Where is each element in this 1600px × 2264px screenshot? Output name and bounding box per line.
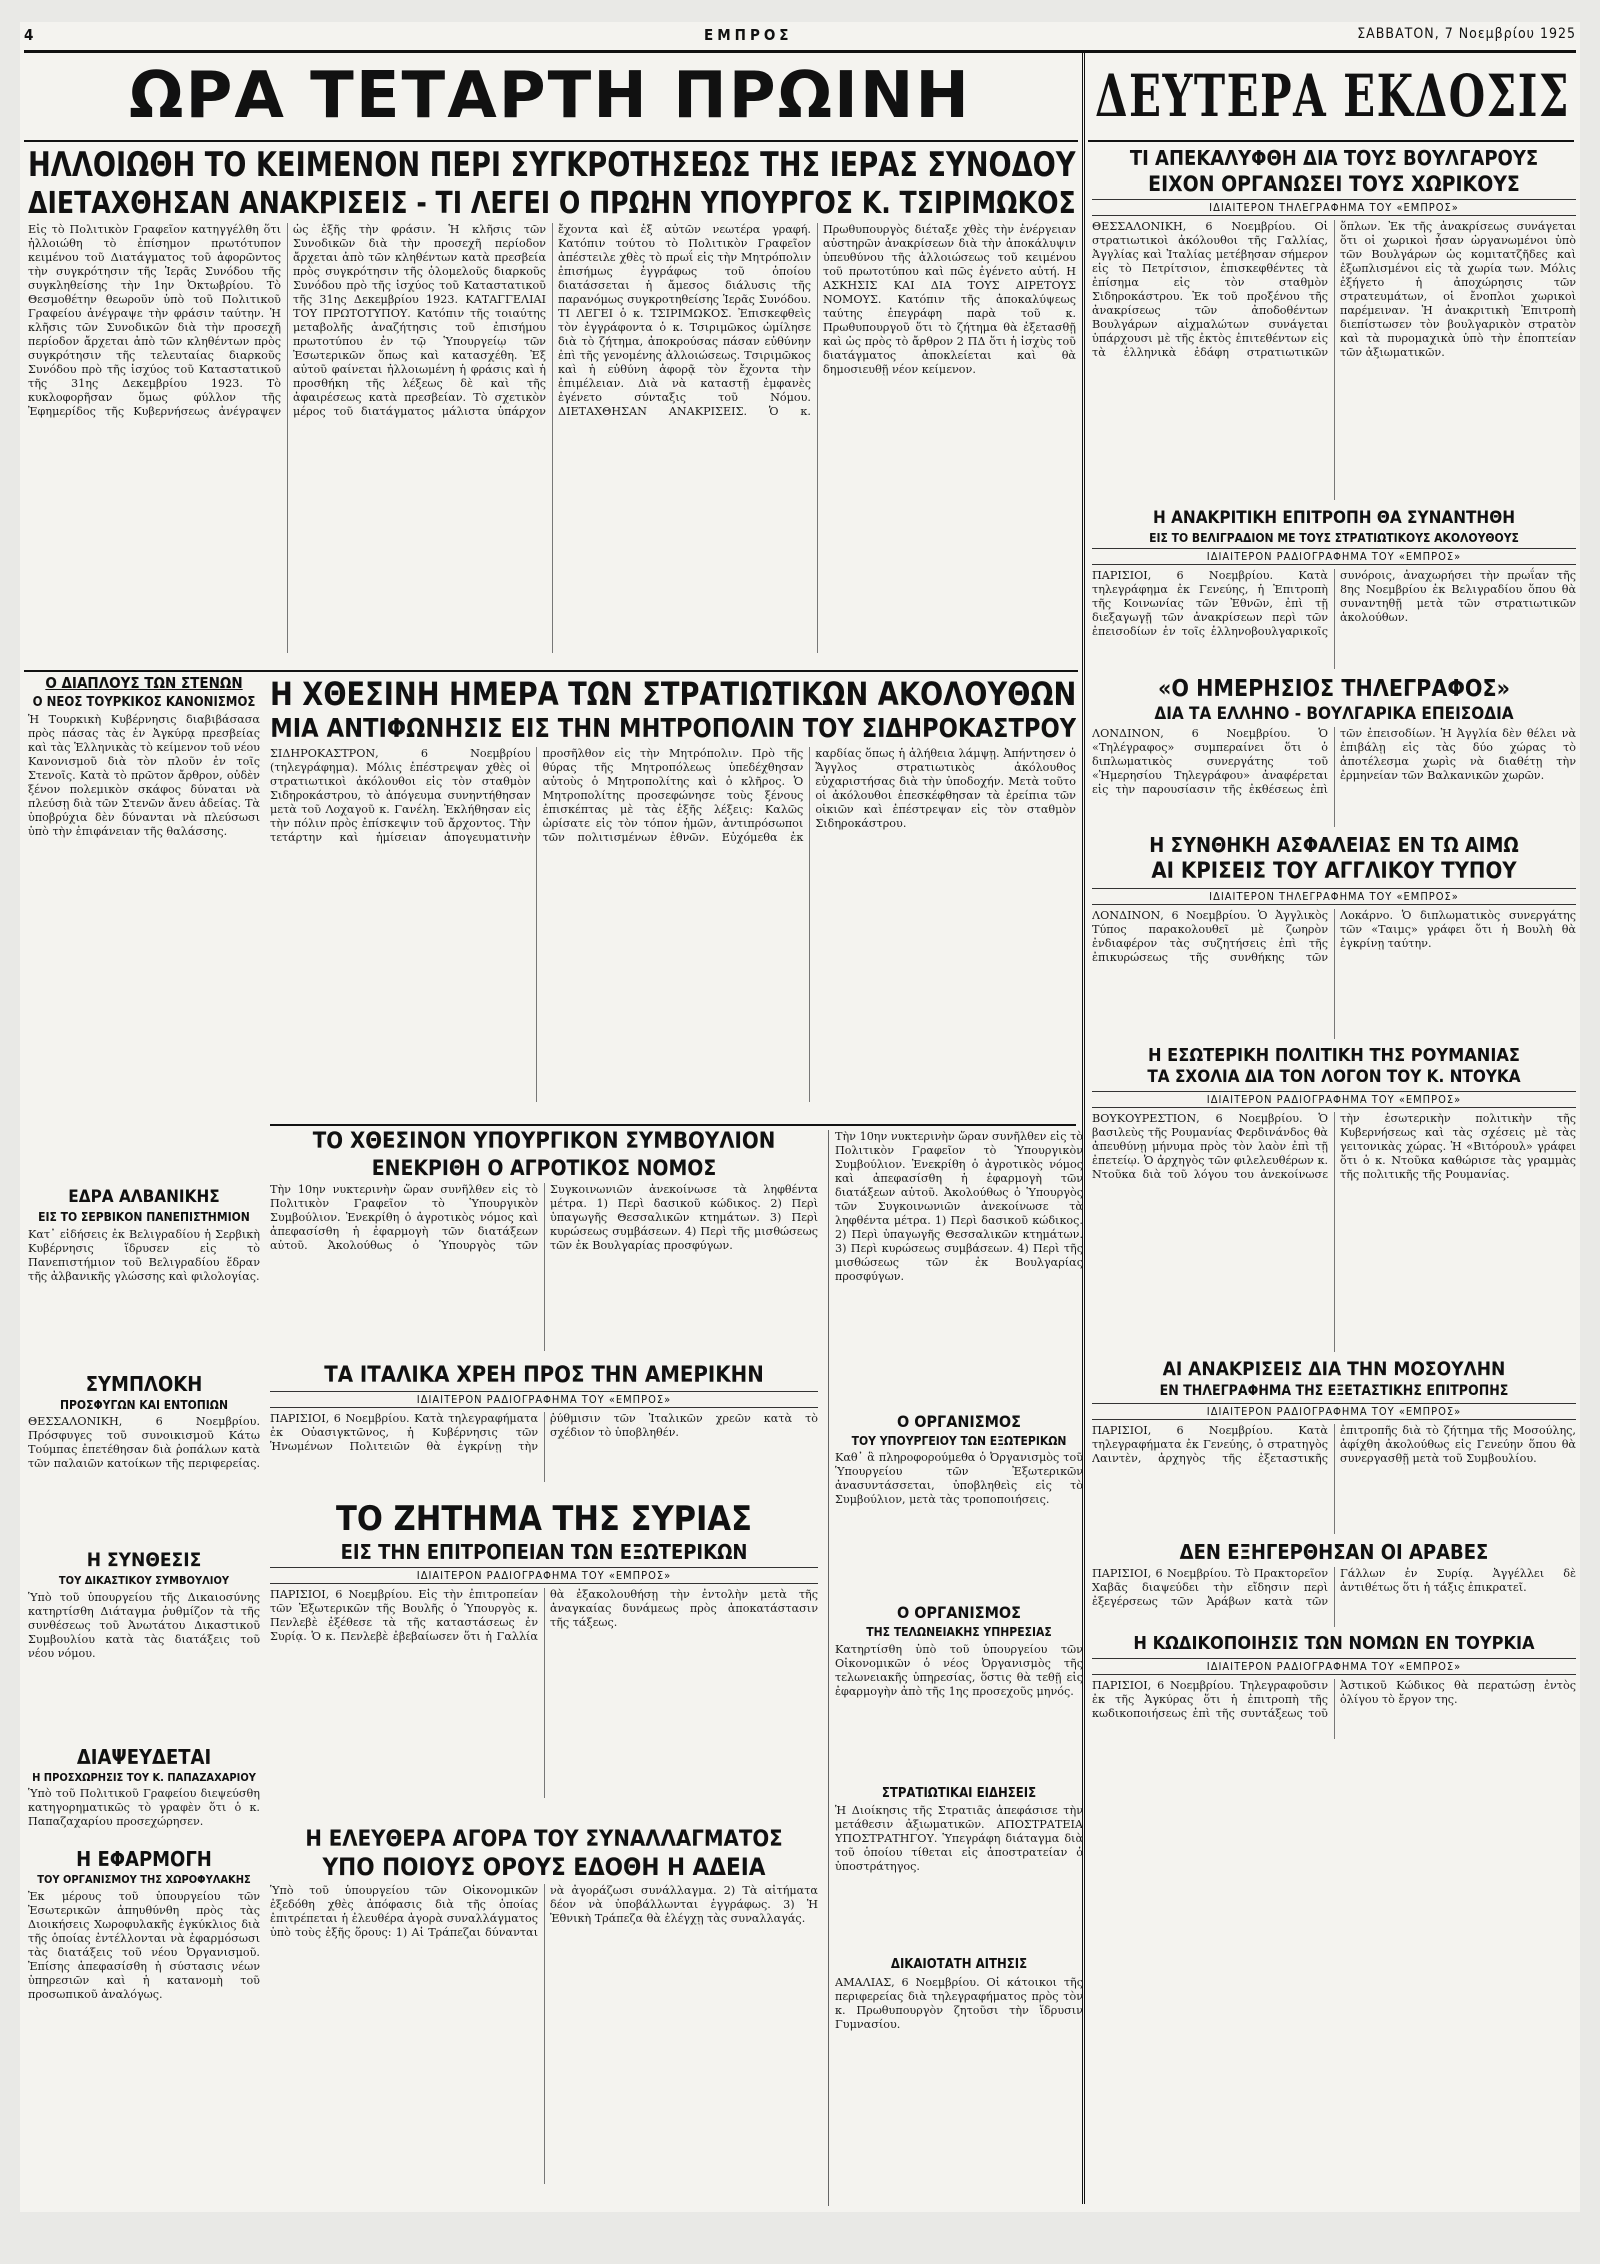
deny-body: Ὑπὸ τοῦ Πολιτικοῦ Γραφείου διεψεύσθη κατηγορηματικῶς τὸ γραφὲν ὅτι ὁ κ. Παπαζαχαρίου προσεχώρησεν. [28, 1787, 260, 1829]
albanian-body: Κατ᾽ εἰδήσεις ἐκ Βελιγραδίου ἡ Σερβικὴ Κυβέρνησις ἵδρυσεν εἰς τὸ Πανεπιστήμιον τοῦ Βελιγραδίου ἕδραν τῆς ἀλβανικῆς γλώσσης καὶ φιλολογίας. [28, 1227, 260, 1283]
turkey-headline: Η ΚΩΔΙΚΟΠΟΙΗΣΙΣ ΤΩΝ ΝΟΜΩΝ ΕΝ ΤΟΥΡΚΙΑ [1133, 1634, 1535, 1654]
lead-body: Εἰς τὸ Πολιτικὸν Γραφεῖον κατηγγέλθη ὅτι ἠλλοιώθη τὸ ἐπίσημον πρωτότυπον κειμένου τοῦ Διατάγματος τοῦ ἀφορῶντος τὴν συγκρότησιν τῆς Ἱερᾶς Συνόδου τῆς συγκληθείσης τὴν 1ην Ὀκτωβρίου. Τὸ Θεσμοθέτην θεωροῦν ὑπὸ τοῦ Πολιτικοῦ Γραφείου ἀνέγραψε τὴν φράσιν ταύτην. Ἡ κλῆσις τῶν Συνοδικῶν διὰ τὴν προσεχῆ περίοδον ἄρχεται ἀπὸ τῶν κληθέντων πρὸς συγκρότησιν τῆς τελευταίας διαρκοῦς Συνόδου πρὸ τῆς ἰσχύος τοῦ Καταστατικοῦ τῆς 31ης Δεκεμβρίου 1923. Τὸ κυκλοφορῆσαν ὅμως φύλλον τῆς Ἐφημερίδος τῆς Κυβερνήσεως ἀνέγραψεν ὡς ἐξῆς τὴν φράσιν. Ἡ κλῆσις τῶν Συνοδικῶν διὰ τὴν προσεχῆ περίοδον ἄρχεται ἀπὸ τῶν κληθέντων κατὰ πρεσβεία πρὸς συγκρότησιν τῆς ὁλομελοῦς διαρκοῦς Συνόδου πρὸ τῆς ἰσχύος τοῦ Καταστατικοῦ τῆς 31ης Δεκεμβρίου 1923. ΚΑΤΑΓΓΕΛΙΑΙ ΤΟΥ ΠΡΩΤΟΤΥΠΟΥ. Κατόπιν τῆς τοιαύτης μεταβολῆς ἀναζήτησις τοῦ ἐπισήμου πρωτοτύπου ἐν τῷ Ὑπουργείῳ τῶν Ἐσωτερικῶν ὅπως καὶ κατασχέθη. Ἐξ αὐτοῦ φαίνεται ἠλλοιωμένη ἡ φράσις καὶ ἡ προσθήκη τῆς λέξεως δὲ καὶ τῆς ἀφαιρέσεως κατὰ πρεσβείαν. Τὸ σχετικὸν μέρος τοῦ διατάγματος μάλιστα ὑπάρχον ἔχοντα καὶ ἐξ αὐτῶν νεωτέρα γραφή. Κατόπιν τούτου τὸ Πολιτικὸν Γραφεῖον ἀπέστειλε χθὲς τὸ πρωΐ εἰς τὴν Μητρόπολιν ἐπισήμως ἐγγράφως τοῦ ὁποίου διατάσσεται ἡ ἄμεσος διάλυσις τῆς παρανόμως συγκροτηθείσης Ἱερᾶς Συνόδου. ΤΙ ΛΕΓΕΙ ὁ κ. ΤΣΙΡΙΜΩΚΟΣ. Ἐπισκεφθεὶς τὸν ἐγγράφοντα ὁ κ. Τσιριμῶκος ὡμίλησε διὰ τὸ ζήτημα, ἀποκρούσας πάσαν εὐθύνην ἐπὶ τῆς γενομένης ἀλλοιώσεως. Τσιριμῶκος καὶ ἡ εὐθύνη ἀφορᾷ τὸν ἔχοντα τὴν ἐπιμέλειαν. Διὰ νὰ καταστῇ ἐμφανὲς ἐγένετο σύνταξις τοῦ Νόμου. ΔΙΕΤΑΧΘΗΣΑΝ ΑΝΑΚΡΙΣΕΙΣ. Ὁ κ. Πρωθυπουργὸς διέταξε χθὲς τὴν ἐνέργειαν αὐστηρῶν ἀνακρίσεων διὰ τὴν ἀποκάλυψιν ὑπευθύνου τῆς ἀλλοιώσεως τοῦ κειμένου τοῦ πρωτοτύπου καὶ πῶς ἐγένετο αὐτή. Η ΑΣΚΗΣΙΣ ΚΑΙ ΔΙΑ ΤΟΥΣ ΑΙΡΕΤΟΥΣ ΝΟΜΟΥΣ. Κατόπιν τῆς ἀποκαλύψεως ταύτης ἐπεγράφη παρὰ τοῦ κ. Πρωθυπουργοῦ ὅτι τὸ ζήτημα θὰ ἐξετασθῇ καὶ ὡς πρὸς τὸ ἄρθρον 2 ΠΔ ὅτι ἡ ἰσχὺς τοῦ διατάγματος ἀποκλείεται καὶ θὰ δημοσιευθῇ νέον κείμενον. [28, 223, 1076, 419]
left-column [28, 676, 260, 2206]
syria-headline: ΤΟ ΖΗΤΗΜΑ ΤΗΣ ΣΥΡΙΑΣ [336, 1502, 752, 1538]
just-headline: ΔΙΚΑΙΟΤΑΤΗ ΑΙΤΗΣΙΣ [890, 1958, 1028, 1973]
banner-rule-right [1088, 140, 1574, 142]
lead-subheadline: ΔΙΕΤΑΧΘΗΣΑΝ ΑΝΑΚΡΙΣΕΙΣ - ΤΙ ΛΕΓΕΙ Ο ΠΡΩΗΝ ΥΠΟΥΡΓΟΣ Κ. ΤΣΙΡΙΜΩΚΟΣ [28, 187, 1076, 220]
clash-body: ΘΕΣΣΑΛΟΝΙΚΗ, 6 Νοεμβρίου. Πρόσφυγες τοῦ συνοικισμοῦ Κάτω Τούμπας ἐπετέθησαν διὰ ῥοπάλων κατὰ τῶν παλαιῶν κατοίκων τῆς περιφερείας. [28, 1415, 260, 1471]
masthead [24, 22, 1576, 53]
cabinet-subheadline: ΕΝΕΚΡΙΘΗ Ο ΑΓΡΟΤΙΚΟΣ ΝΟΜΟΣ [371, 1157, 717, 1180]
security-byline: ΙΔΙΑΙΤΕΡΟΝ ΤΗΛΕΓΡΑΦΗΜΑ ΤΟΥ «ΕΜΠΡΟΣ» [1092, 888, 1576, 905]
customs-org-body: Κατηρτίσθη ὑπὸ τοῦ ὑπουργείου τῶν Οἰκονομικῶν ὁ νέος Ὀργανισμὸς τῆς τελωνειακῆς ὑπηρεσίας, ὅστις θὰ τεθῇ εἰς ἐφαρμογὴν ἀπὸ τῆς 1ης προσεχοῦς μηνός. [835, 1642, 1083, 1698]
market-headline: Η ΕΛΕΥΘΕΡΑ ΑΓΟΡΑ ΤΟΥ ΣΥΝΑΛΛΑΓΜΑΤΟΣ [305, 1828, 783, 1852]
clash-headline: ΣΥΜΠΛΟΚΗ [85, 1373, 203, 1395]
lead-story [28, 148, 1076, 664]
syria-subheadline: ΕΙΣ ΤΗΝ ΕΠΙΤΡΟΠΕΙΑΝ ΤΩΝ ΕΞΩΤΕΡΙΚΩΝ [340, 1541, 748, 1563]
deny-subheadline: Η ΠΡΟΣΧΩΡΗΣΙΣ ΤΟΥ Κ. ΠΑΠΑΖΑΧΑΡΙΟΥ [32, 1771, 256, 1784]
italy-story [270, 1364, 818, 1496]
turkey-byline: ΙΔΙΑΙΤΕΡΟΝ ΡΑΔΙΟΓΡΑΦΗΜΑ ΤΟΥ «ΕΜΠΡΟΣ» [1092, 1658, 1576, 1675]
foreign-org-subheadline: ΤΟΥ ΥΠΟΥΡΓΕΙΟΥ ΤΩΝ ΕΞΩΤΕΡΙΚΩΝ [851, 1434, 1067, 1448]
telegraph-body: ΛΟΝΔΙΝΟΝ, 6 Νοεμβρίου. Ὁ «Τηλέγραφος» συμπεραίνει ὅτι ὁ διπλωματικὸς συνεργάτης τοῦ «Ἡμερησίου Τηλεγράφου» ἀναφέρεται εἰς τὴν παρουσίασιν τῆς ἐκθέσεως ἐπὶ τῶν ἐπεισοδίων. Ἡ Ἀγγλία δὲν θέλει νὰ ἐπιβάλῃ εἰς τὰς δύο χώρας τὸ ἀποτέλεσμα χωρὶς νὰ διαθέτῃ τὴν ἐρμηνείαν τῶν Βαλκανικῶν χωρῶν. [1092, 727, 1576, 797]
romania-subheadline: ΤΑ ΣΧΟΛΙΑ ΔΙΑ ΤΟΝ ΛΟΓΟΝ ΤΟΥ Κ. ΝΤΟΥΚΑ [1147, 1069, 1521, 1088]
commission-subheadline: ΕΙΣ ΤΟ ΒΕΛΙΓΡΑΔΙΟΝ ΜΕ ΤΟΥΣ ΣΤΡΑΤΙΩΤΙΚΟΥΣ ΑΚΟΛΟΥΘΟΥΣ [1149, 531, 1519, 545]
syria-byline: ΙΔΙΑΙΤΕΡΟΝ ΡΑΔΙΟΓΡΑΦΗΜΑ ΤΟΥ «ΕΜΠΡΟΣ» [270, 1567, 818, 1584]
telegraph-subheadline: ΔΙΑ ΤΑ ΕΛΛΗΝΟ - ΒΟΥΛΓΑΡΙΚΑ ΕΠΕΙΣΟΔΙΑ [1154, 705, 1514, 724]
commission-headline: Η ΑΝΑΚΡΙΤΙΚΗ ΕΠΙΤΡΟΠΗ ΘΑ ΣΥΝΑΝΤΗΘΗ [1152, 510, 1516, 528]
lead-headline: ΗΛΛΟΙΩΘΗ ΤΟ ΚΕΙΜΕΝΟΝ ΠΕΡΙ ΣΥΓΚΡΟΤΗΣΕΩΣ ΤΗΣ ΙΕΡΑΣ ΣΥΝΟΔΟΥ [28, 148, 1076, 184]
romania-headline: Η ΕΣΩΤΕΡΙΚΗ ΠΟΛΙΤΙΚΗ ΤΗΣ ΡΟΥΜΑΝΙΑΣ [1148, 1046, 1520, 1066]
market-story [270, 1828, 818, 2206]
military-headline: Η ΧΘΕΣΙΝΗ ΗΜΕΡΑ ΤΩΝ ΣΤΡΑΤΙΩΤΙΚΩΝ ΑΚΟΛΟΥΘΩΝ [270, 678, 1076, 712]
mosul-byline: ΙΔΙΑΙΤΕΡΟΝ ΡΑΔΙΟΓΡΑΦΗΜΑ ΤΟΥ «ΕΜΠΡΟΣ» [1092, 1403, 1576, 1420]
straits-body: Ἡ Τουρκικὴ Κυβέρνησις διαβιβάσασα πρὸς πάσας τὰς ἐν Ἀγκύρᾳ πρεσβείας καὶ τὰς Ἑλληνικὰς τὸ κείμενον τοῦ νέου Κανονισμοῦ διὰ τὸν πλοῦν ἐν τοῖς Στενοῖς. Κατὰ τὸ πρῶτον ἄρθρον, οὐδὲν ξένον πολεμικὸν σκάφος δύναται νὰ πλεύσῃ διὰ τῶν Στενῶν ἄνευ ἀδείας. Τὰ ὑποβρύχια δὲν δύνανται νὰ πλεύσωσι ὑπὸ τὴν ἐπιφάνειαν τῆς θαλάσσης. [28, 713, 260, 839]
italy-body: ΠΑΡΙΣΙΟΙ, 6 Νοεμβρίου. Κατὰ τηλεγραφήματα ἐκ Οὐασιγκτῶνος, ἡ Κυβέρνησις τῶν Ἡνωμένων Πολιτειῶν θὰ ἐγκρίνῃ τὴν ῥύθμισιν τῶν Ἰταλικῶν χρεῶν κατὰ τὸ σχέδιον τὸ ὑποβληθέν. [270, 1412, 818, 1454]
military-news-body: Ἡ Διοίκησις τῆς Στρατιᾶς ἀπεφάσισε τὴν μετάθεσιν ἀξιωματικῶν. ΑΠΟΣΤΡΑΤΕΙΑ ΥΠΟΣΤΡΑΤΗΓΟΥ. Ὑπεγράφη διάταγμα διὰ τοῦ ὁποίου τίθεται εἰς ἀποστρατείαν ὁ ὑποστράτηγος. [835, 1804, 1083, 1874]
romania-body: ΒΟΥΚΟΥΡΕΣΤΙΟΝ, 6 Νοεμβρίου. Ὁ βασιλεὺς τῆς Ρουμανίας Φερδινάνδος θὰ ἀπευθύνῃ μήνυμα πρὸς τὸν λαὸν ἐπὶ τῇ ἐπετείῳ. Ὁ ἀρχηγὸς τῶν φιλελευθέρων κ. Ντοῦκα διὰ τοῦ λόγου του ἀνεκοίνωσε τὴν ἐσωτερικὴν πολιτικὴν τῆς Κυβερνήσεως καὶ τὰς σχέσεις μὲ τὰς γειτονικὰς χώρας. Ἡ «Βιτόρουλ» γράφει ὅτι ὁ κ. Ντοῦκα καθώρισε τὰς γραμμὰς τῆς πολιτικῆς τῆς Ρουμανίας. [1092, 1112, 1576, 1182]
apply-body: Ἐκ μέρους τοῦ ὑπουργείου τῶν Ἐσωτερικῶν ἀπηυθύνθη πρὸς τὰς Διοικήσεις Χωροφυλακῆς ἐγκύκλιος διὰ τῆς ὁποίας ἐντέλλονται νὰ ἐφαρμόσωσι τὰς διατάξεις τοῦ νέου Ὀργανισμοῦ. Ἐπίσης ἀπεφασίσθη ἡ σύστασις νέων ὑπηρεσιῶν καὶ ἡ κατανομὴ τοῦ προσωπικοῦ ἀναλόγως. [28, 1890, 260, 2001]
banner-left: ΩΡΑ ΤΕΤΑΡΤΗ ΠΡΩΙΝΗ [129, 59, 971, 133]
foreign-org-headline: Ο ΟΡΓΑΝΙΣΜΟΣ [897, 1414, 1021, 1431]
military-body: ΣΙΔΗΡΟΚΑΣΤΡΟΝ, 6 Νοεμβρίου (τηλεγράφημα). Μόλις ἐπέστρεψαν χθὲς οἱ στρατιωτικοὶ ἀκόλουθοι εἰς τὸν σταθμὸν Σιδηροκάστρου, τὸ ἀπόγευμα συνηντήθησαν μετὰ τοῦ Λοχαγοῦ κ. Γανέλη. Ἐκλήθησαν εἰς τὴν πόλιν πρὸς ἐπίσκεψιν τοῦ ἄρχοντος. Τὴν τετάρτην καὶ ἡμίσειαν ἀπογευματινὴν προσῆλθον εἰς τὴν Μητρόπολιν. Πρὸ τῆς θύρας τῆς Μητροπόλεως ὑπεδέχθησαν αὐτοὺς ὁ Μητροπολίτης καὶ ὁ κλῆρος. Ὁ Μητροπολίτης προσεφώνησε τοὺς ξένους ἐπισκέπτας μὲ τὰς ἑξῆς λέξεις: Καλῶς ὡρίσατε εἰς τὸν τόπον ἡμῶν, ἀντιπρόσωποι τῶν πολιτισμένων ἐθνῶν. Εὐχόμεθα ἐκ καρδίας ὅπως ἡ ἀλήθεια λάμψῃ. Ἀπήντησεν ὁ Ἄγγλος στρατιωτικὸς ἀκόλουθος εὐχαριστήσας διὰ τὴν ὑποδοχήν. Μετὰ τοῦτο οἱ ἀκόλουθοι ἐπεσκέφθησαν τὰ ἐρείπια τῶν οἰκιῶν καὶ ἐπέστρεψαν εἰς τὸν σταθμὸν Σιδηροκάστρου. [270, 746, 1076, 844]
albanian-subheadline: ΕΙΣ ΤΟ ΣΕΡΒΙΚΟΝ ΠΑΝΕΠΙΣΤΗΜΙΟΝ [38, 1211, 250, 1224]
commission-body: ΠΑΡΙΣΙΟΙ, 6 Νοεμβρίου. Κατὰ τηλεγράφημα ἐκ Γενεύης, ἡ Ἐπιτροπὴ τῆς Κοινωνίας τῶν Ἐθνῶν, ἐπὶ τῇ διεξαγωγῇ τῶν ἀνακρίσεων περὶ τῶν ἐπεισοδίων ἐν τοῖς ἑλληνοβουλγαρικοῖς συνόροις, ἀναχωρήσει τὴν πρωΐαν τῆς 8ης Νοεμβρίου ἐκ Βελιγραδίου ὅπου θὰ συναντηθῇ μετὰ τῶν στρατιωτικῶν ἀκολούθων. [1092, 569, 1576, 639]
cabinet-body: Τὴν 10ην νυκτερινὴν ὥραν συνῆλθεν εἰς τὸ Πολιτικὸν Γραφεῖον τὸ Ὑπουργικὸν Συμβούλιον. Ἐνεκρίθη ὁ ἀγροτικὸς νόμος καὶ ἀπεφασίσθη ἡ ἐφαρμογὴ τῶν διατάξεων αὐτοῦ. Ἀκολούθως ὁ Ὑπουργὸς τῶν Συγκοινωνιῶν ἀνεκοίνωσε τὰ ληφθέντα μέτρα. 1) Περὶ δασικοῦ κώδικος. 2) Περὶ ὑπαγωγῆς Θεσσαλικῶν κτημάτων. 3) Περὶ κυρώσεως συμβάσεων. 4) Περὶ τῆς μισθώσεως τῶν ἐκ Βουλγαρίας προσφύγων. [270, 1183, 818, 1253]
customs-org-subheadline: ΤΗΣ ΤΕΛΩΝΕΙΑΚΗΣ ΥΠΗΡΕΣΙΑΣ [866, 1626, 1052, 1639]
italy-headline: ΤΑ ΙΤΑΛΙΚΑ ΧΡΕΗ ΠΡΟΣ ΤΗΝ ΑΜΕΡΙΚΗΝ [324, 1364, 764, 1388]
security-body: ΛΟΝΔΙΝΟΝ, 6 Νοεμβρίου. Ὁ Ἀγγλικὸς Τύπος παρακολουθεῖ μὲ ζωηρὸν ἐνδιαφέρον τὰς συζητήσεις ἐπὶ τῆς ἐπικυρώσεως τῆς συνθήκης τῶν Λοκάρνο. Ὁ διπλωματικὸς συνεργάτης τῶν «Ταιμς» γράφει ὅτι ἡ Βουλὴ θὰ ἐγκρίνῃ ταύτην. [1092, 908, 1576, 964]
mosul-headline: ΑΙ ΑΝΑΚΡΙΣΕΙΣ ΔΙΑ ΤΗΝ ΜΟΣΟΥΛΗΝ [1162, 1360, 1506, 1381]
bulgarians-byline: ΙΔΙΑΙΤΕΡΟΝ ΤΗΛΕΓΡΑΦΗΜΑ ΤΟΥ «ΕΜΠΡΟΣ» [1092, 199, 1576, 216]
telegraph-headline: «Ο ΗΜΕΡΗΣΙΟΣ ΤΗΛΕΓΡΑΦΟΣ» [1157, 677, 1511, 702]
security-subheadline: ΑΙ ΚΡΙΣΕΙΣ ΤΟΥ ΑΓΓΛΙΚΟΥ ΤΥΠΟΥ [1151, 860, 1517, 884]
syria-body: ΠΑΡΙΣΙΟΙ, 6 Νοεμβρίου. Εἰς τὴν ἐπιτροπείαν τῶν Ἐξωτερικῶν τῆς Βουλῆς ὁ Ὑπουργὸς κ. Πενλεβὲ ἐξέθεσε τὰ τῆς καταστάσεως ἐν Συρίᾳ. Ὁ κ. Πενλεβὲ ἐβεβαίωσεν ὅτι ἡ Γαλλία θὰ ἐξακολουθήσῃ τὴν ἐντολὴν μετὰ τῆς ἀναγκαίας δυνάμεως πρὸς ἀποκατάστασιν τῆς τάξεως. [270, 1587, 818, 1643]
italy-byline: ΙΔΙΑΙΤΕΡΟΝ ΡΑΔΙΟΓΡΑΦΗΜΑ ΤΟΥ «ΕΜΠΡΟΣ» [270, 1391, 818, 1408]
newspaper-page [20, 22, 1580, 2212]
mosul-body: ΠΑΡΙΣΙΟΙ, 6 Νοεμβρίου. Κατὰ τηλεγραφήματα ἐκ Γενεύης, ὁ στρατηγὸς Λαιντὲν, ἀρχηγὸς τῆς ἐξεταστικῆς ἐπιτροπῆς διὰ τὸ ζήτημα τῆς Μοσούλης, ἀφίχθη ἀκολούθως εἰς Γενεύην ὅπου θὰ συνεργασθῇ μετὰ τοῦ Συμβουλίου. [1092, 1423, 1576, 1465]
banner-right: ΔΕΥΤΕΡΑ ΕΚΔΟΣΙΣ [1095, 62, 1571, 130]
newspaper-name: ΕΜΠΡΟΣ [704, 26, 793, 44]
albanian-headline: ΕΔΡΑ ΑΛΒΑΝΙΚΗΣ [68, 1189, 220, 1208]
straits-subheadline: Ο ΝΕΟΣ ΤΟΥΡΚΙΚΟΣ ΚΑΝΟΝΙΣΜΟΣ [32, 695, 256, 710]
section-rule [270, 1124, 1076, 1126]
bulgarians-body: ΘΕΣΣΑΛΟΝΙΚΗ, 6 Νοεμβρίου. Οἱ στρατιωτικοὶ ἀκόλουθοι τῆς Γαλλίας, Ἀγγλίας καὶ Ἰταλίας μετέβησαν σήμερον εἰς τὸ Πετρίτσιον, ἐπισκεφθέντες τὰ ἐπίσημα εἰς τὸν σταθμὸν Σιδηροκάστρου. Ἐκ τοῦ προξένου τῆς ἀνακρίσεως τῶν ἀποδοθέντων Βουλγάρων αἰχμαλώτων συνάγεται ὑπάρχουσι μὲ τῆς ἐκτὸς ἐπιτεθέντων εἰς τὰ ἑλληνικὰ ἐδάφη στρατιωτικῶν ὅπλων. Ἐκ τῆς ἀνακρίσεως συνάγεται ὅτι οἱ χωρικοὶ ἦσαν ὠργανωμένοι ὑπὸ τῶν Βουλγάρων ὡς κομιτατζῆδες καὶ ἐξωπλισμένοι εἰς τὰ χωρία των. Μόλις ἐξήγετο ἡ ἀποχώρησις τῶν στρατευμάτων, οἱ ἔνοπλοι χωρικοὶ παρέμειναν. Ἡ ἀνακριτικὴ Ἐπιτροπὴ διεπίστωσεν τὸν βουλγαρικὸν στρατὸν καὶ τὰ πυρομαχικὰ ὑπὸ τὴν ἐποπτείαν τῶν ἀξιωματικῶν. [1092, 220, 1576, 360]
apply-headline: Η ΕΦΑΡΜΟΓΗ [76, 1849, 212, 1871]
just-body: ΑΜΑΛΙΑΣ, 6 Νοεμβρίου. Οἱ κάτοικοι τῆς περιφερείας διὰ τηλεγραφήματος πρὸς τὸν κ. Πρωθυπουργὸν ζητοῦσι τὴν ἵδρυσιν Γυμνασίου. [835, 1976, 1083, 2032]
commission-byline: ΙΔΙΑΙΤΕΡΟΝ ΡΑΔΙΟΓΡΑΦΗΜΑ ΤΟΥ «ΕΜΠΡΟΣ» [1092, 548, 1576, 565]
page-number: 4 [24, 26, 35, 44]
military-news-headline: ΣΤΡΑΤΙΩΤΙΚΑΙ ΕΙΔΗΣΕΙΣ [881, 1786, 1037, 1801]
military-story [270, 678, 1076, 1118]
straits-headline: Ο ΔΙΑΠΛΟΥΣ ΤΩΝ ΣΤΕΝΩΝ [45, 676, 243, 692]
issue-date: ΣΑΒΒΑΤΟΝ, 7 Νοεμβρίου 1925 [1357, 26, 1576, 42]
cabinet-continued-body: Τὴν 10ην νυκτερινὴν ὥραν συνῆλθεν εἰς τὸ Πολιτικὸν Γραφεῖον τὸ Ὑπουργικὸν Συμβούλιον. Ἐνεκρίθη ὁ ἀγροτικὸς νόμος καὶ ἀπεφασίσθη ἡ ἐφαρμογὴ τῶν διατάξεων αὐτοῦ. Ἀκολούθως ὁ Ὑπουργὸς τῶν Συγκοινωνιῶν ἀνεκοίνωσε τὰ ληφθέντα μέτρα. 1) Περὶ δασικοῦ κώδικος. 2) Περὶ ὑπαγωγῆς Θεσσαλικῶν κτημάτων. 3) Περὶ κυρώσεως συμβάσεων. 4) Περὶ τῆς μισθώσεως τῶν ἐκ Βουλγαρίας προσφύγων. [835, 1130, 1083, 1283]
customs-org-headline: Ο ΟΡΓΑΝΙΣΜΟΣ [897, 1605, 1021, 1623]
military-subheadline: ΜΙΑ ΑΝΤΙΦΩΝΗΣΙΣ ΕΙΣ ΤΗΝ ΜΗΤΡΟΠΟΛΙΝ ΤΟΥ ΣΙΔΗΡΟΚΑΣΤΡΟΥ [270, 715, 1076, 743]
council-body: Ὑπὸ τοῦ ὑπουργείου τῆς Δικαιοσύνης κατηρτίσθη Διάταγμα ῥυθμίζον τὰ τῆς συνθέσεως τοῦ Ἀνωτάτου Δικαστικοῦ Συμβουλίου κατὰ τὰς διατάξεις τοῦ νέου νόμου. [28, 1590, 260, 1660]
council-headline: Η ΣΥΝΘΕΣΙΣ [86, 1551, 202, 1572]
council-subheadline: ΤΟΥ ΔΙΚΑΣΤΙΚΟΥ ΣΥΜΒΟΥΛΙΟΥ [58, 1575, 230, 1587]
arabs-headline: ΔΕΝ ΕΞΗΓΕΡΘΗΣΑΝ ΟΙ ΑΡΑΒΕΣ [1179, 1541, 1489, 1563]
market-body: Ὑπὸ τοῦ ὑπουργείου τῶν Οἰκονομικῶν ἐξεδόθη χθὲς ἀπόφασις διὰ τῆς ὁποίας ἐπιτρέπεται ἡ ἐλευθέρα ἀγορὰ συναλλάγματος ὑπὸ τοὺς ἑξῆς ὅρους: 1) Αἱ Τράπεζαι δύνανται νὰ ἀγοράζωσι συνάλλαγμα. 2) Τὰ αἰτήματα δέον νὰ ὑποβάλλωνται ἐγγράφως. 3) Ἡ Ἐθνικὴ Τράπεζα θὰ ἐλέγχῃ τὰς συναλλαγάς. [270, 1884, 818, 1940]
arabs-body: ΠΑΡΙΣΙΟΙ, 6 Νοεμβρίου. Τὸ Πρακτορεῖον Χαβᾶς διαψεύδει τὴν εἴδησιν περὶ ἐξεγέρσεως τῶν Ἀράβων κατὰ τῶν Γάλλων ἐν Συρίᾳ. Ἀγγέλλει δὲ ἀντιθέτως ὅτι ἡ τάξις ἐπικρατεῖ. [1092, 1566, 1576, 1608]
security-headline: Η ΣΥΝΘΗΚΗ ΑΣΦΑΛΕΙΑΣ ΕΝ ΤΩ ΑΙΜΩ [1149, 835, 1519, 857]
banner-rule [24, 140, 1078, 142]
clash-subheadline: ΠΡΟΣΦΥΓΩΝ ΚΑΙ ΕΝΤΟΠΙΩΝ [59, 1398, 229, 1412]
deny-headline: ΔΙΑΨΕΥΔΕΤΑΙ [76, 1746, 212, 1768]
cabinet-headline: ΤΟ ΧΘΕΣΙΝΟΝ ΥΠΟΥΡΓΙΚΟΝ ΣΥΜΒΟΥΛΙΟΝ [312, 1130, 776, 1154]
foreign-org-body: Καθ᾽ ἃ πληροφορούμεθα ὁ Ὀργανισμὸς τοῦ Ὑπουργείου τῶν Ἐξωτερικῶν ἀνασυντάσσεται, ὑποβληθεὶς εἰς τὸ Συμβούλιον, μετὰ τὰς τροποποιήσεις. [835, 1451, 1083, 1507]
turkey-body: ΠΑΡΙΣΙΟΙ, 6 Νοεμβρίου. Τηλεγραφοῦσιν ἐκ τῆς Ἀγκύρας ὅτι ἡ ἐπιτροπὴ τῆς κωδικοποιήσεως ἐπὶ τῆς συντάξεως τοῦ Ἀστικοῦ Κώδικος θὰ περατώσῃ ἐντὸς ὀλίγου τὸ ἔργον της. [1092, 1678, 1576, 1720]
mosul-subheadline: ΕΝ ΤΗΛΕΓΡΑΦΗΜΑ ΤΗΣ ΕΞΕΤΑΣΤΙΚΗΣ ΕΠΙΤΡΟΠΗΣ [1159, 1384, 1509, 1399]
romania-byline: ΙΔΙΑΙΤΕΡΟΝ ΡΑΔΙΟΓΡΑΦΗΜΑ ΤΟΥ «ΕΜΠΡΟΣ» [1092, 1091, 1576, 1108]
syria-story [270, 1502, 818, 1822]
market-subheadline: ΥΠΟ ΠΟΙΟΥΣ ΟΡΟΥΣ ΕΔΟΘΗ Η ΑΔΕΙΑ [322, 1855, 766, 1881]
cabinet-story [270, 1130, 818, 1360]
apply-subheadline: ΤΟΥ ΟΡΓΑΝΙΣΜΟΥ ΤΗΣ ΧΩΡΟΦΥΛΑΚΗΣ [37, 1874, 251, 1886]
center-right-column [828, 1130, 1083, 2206]
section-rule [24, 670, 1078, 672]
second-edition-column [1092, 148, 1576, 2206]
bulgarians-headline: ΤΙ ΑΠΕΚΑΛΥΦΘΗ ΔΙΑ ΤΟΥΣ ΒΟΥΛΓΑΡΟΥΣ [1129, 148, 1539, 169]
bulgarians-subheadline: ΕΙΧΟΝ ΟΡΓΑΝΩΣΕΙ ΤΟΥΣ ΧΩΡΙΚΟΥΣ [1148, 173, 1520, 196]
